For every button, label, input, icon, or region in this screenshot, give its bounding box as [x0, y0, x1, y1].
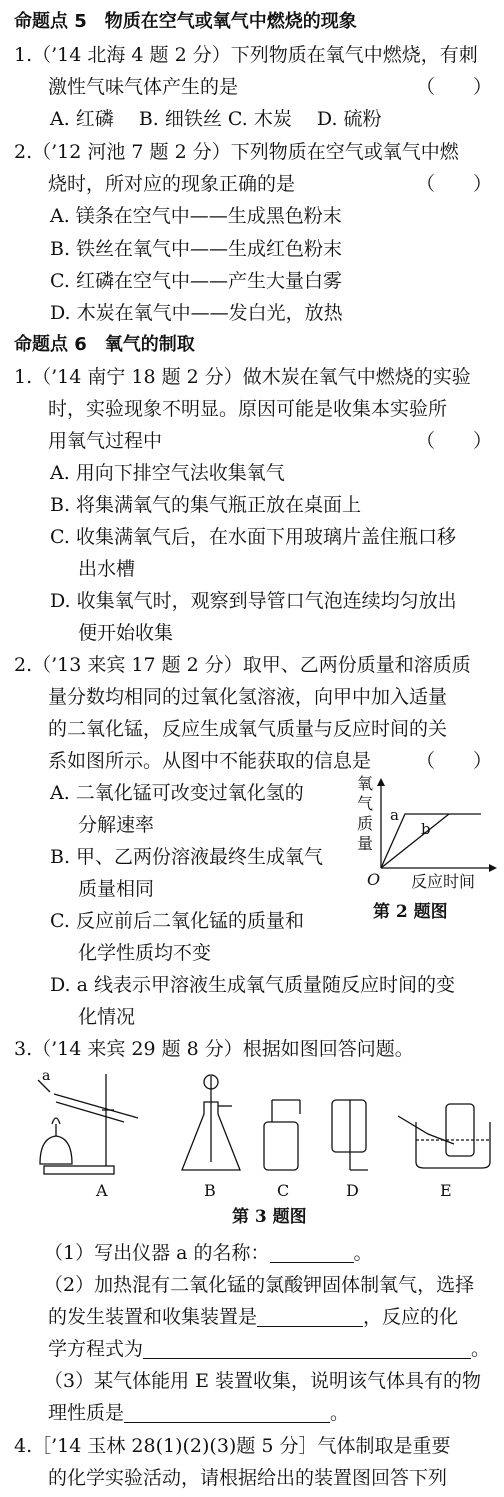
s6-q4-line2: 的化学实验活动，请根据给出的装置图回答下列: [48, 1467, 448, 1489]
answer-blank[interactable]: [257, 1306, 363, 1327]
apparatus-e: [398, 1104, 490, 1168]
s6-q2-option-a-line1: A. 二氧化锰可改变过氧化氢的: [50, 782, 304, 804]
apparatus-label-a: A: [96, 1181, 108, 1200]
apparatus-caption: 第 3 题图: [232, 1207, 307, 1227]
s6-q1-option-c-line1: C. 收集满氧气后，在水面下用玻璃片盖住瓶口移: [50, 526, 456, 548]
graph-y-arrow: [377, 778, 385, 786]
answer-blank[interactable]: [143, 1338, 471, 1359]
graph-x-label: 反应时间: [411, 872, 476, 891]
s6-q1-option-d-line2: 便开始收集: [78, 622, 174, 644]
s6-q2-option-d-line1: D. a 线表示甲溶液生成氧气质量随反应时间的变: [50, 974, 456, 996]
s6-q1-option-a: A. 用向下排空气法收集氧气: [50, 462, 285, 484]
apparatus-a: [38, 1074, 138, 1174]
s6-q2-line1: 2.（’13 来宾 17 题 2 分）取甲、乙两份质量和溶质质: [14, 654, 471, 676]
s5-q2-line1: 2.（’12 河池 7 题 2 分）下列物质在空气或氧气中燃: [14, 141, 459, 163]
s5-q1-options: A. 红磷 B. 细铁丝 C. 木炭 D. 硫粉: [50, 108, 382, 130]
s6-q3-part3-line2-text: 理性质是: [48, 1402, 125, 1424]
s6-q2-option-a-line2: 分解速率: [78, 814, 155, 836]
s6-q3-part2-line2-end: ，反应的化: [363, 1306, 459, 1328]
s6-q1-answer-paren: （ ）: [415, 430, 492, 452]
apparatus-b: [182, 1075, 240, 1170]
s6-q2-answer-paren: （ ）: [415, 750, 492, 772]
s6-q3-part2-line2-text: 的发生装置和收集装置是: [48, 1306, 258, 1328]
s5-q1-line2: 激性气味气体产生的是: [48, 76, 239, 98]
s6-q3-part3-line1: （3）某气体能用 E 装置收集，说明该气体具有的物: [44, 1370, 482, 1392]
s6-q1-option-d-line1: D. 收集氧气时，观察到导管口气泡连续均匀放出: [50, 590, 457, 612]
section-title-5: 命题点 5 物质在空气或氧气中燃烧的现象: [14, 11, 357, 32]
q2-graph: [345, 772, 500, 942]
apparatus-label-d: D: [346, 1181, 359, 1200]
answer-blank[interactable]: [270, 1242, 354, 1263]
s6-q3-part2-line3: [48, 1334, 494, 1366]
s5-q2-answer-paren: （ ）: [415, 173, 492, 195]
s5-q2-option-a: A. 镁条在空气中——生成黑色粉末: [50, 205, 342, 227]
graph-y-char: 氧: [357, 774, 374, 793]
graph-y-char: 量: [357, 834, 374, 853]
s5-q2-option-d: D. 木炭在氧气中——发白光，放热: [50, 302, 343, 324]
apparatus-figure: [14, 1066, 494, 1186]
apparatus-a-mark: a: [42, 1068, 51, 1084]
s6-q3-part2-line3-end: 。: [471, 1338, 491, 1360]
apparatus-c: [264, 1100, 300, 1170]
s6-q3-part2-line2: [48, 1302, 494, 1334]
s6-q1-option-b: B. 将集满氧气的集气瓶正放在桌面上: [50, 494, 362, 516]
answer-blank[interactable]: [124, 1402, 330, 1423]
s6-q2-line3: 的二氧化锰，反应生成氧气质量与反应时间的关: [48, 718, 448, 740]
s6-q1-line2: 时，实验现象不明显。原因可能是收集本实验所: [48, 398, 448, 420]
graph-origin: O: [367, 870, 381, 889]
s6-q3-part1: [44, 1238, 494, 1270]
graph-label-b: b: [421, 820, 431, 838]
s6-q2-option-c-line1: C. 反应前后二氧化锰的质量和: [50, 910, 304, 932]
s6-q1-line3: 用氧气过程中: [48, 430, 163, 452]
apparatus-d: [332, 1100, 368, 1170]
s5-q1-line1: 1.（’14 北海 4 题 2 分）下列物质在氧气中燃烧，有刺: [14, 44, 478, 66]
graph-y-char: 质: [357, 814, 374, 833]
s6-q3-part3-line2: [48, 1398, 494, 1430]
section-title-6: 命题点 6 氧气的制取: [14, 334, 195, 355]
s6-q1-line1: 1.（’14 南宁 18 题 2 分）做木炭在氧气中燃烧的实验: [14, 366, 471, 388]
graph-caption: 第 2 题图: [373, 902, 448, 922]
s6-q3-part1-end: 。: [353, 1242, 373, 1264]
s6-q2-option-d-line2: 化情况: [78, 1006, 136, 1028]
apparatus-label-b: B: [204, 1181, 216, 1200]
apparatus-label-e: E: [440, 1181, 452, 1200]
s5-q2-option-b: B. 铁丝在氧气中——生成红色粉末: [50, 238, 343, 260]
s6-q2-option-b-line1: B. 甲、乙两份溶液最终生成氧气: [50, 846, 324, 868]
s6-q3-part1-text: （1）写出仪器 a 的名称：: [44, 1242, 270, 1264]
s6-q1-option-c-line2: 出水槽: [78, 558, 136, 580]
s6-q4-line1: 4.［’14 玉林 28(1)(2)(3)题 5 分］气体制取是重要: [14, 1435, 451, 1457]
s6-q2-line2: 量分数均相同的过氧化氢溶液，向甲中加入适量: [48, 686, 448, 708]
graph-x-arrow: [489, 864, 497, 872]
s6-q3-part2-line3-text: 学方程式为: [48, 1338, 144, 1360]
s6-q2-option-c-line2: 化学性质均不变: [78, 942, 212, 964]
apparatus-label-c: C: [277, 1181, 290, 1200]
s6-q2-option-b-line2: 质量相同: [78, 878, 155, 900]
s6-q3-part3-line2-end: 。: [330, 1402, 350, 1424]
s6-q3-part2-line1: （2）加热混有二氧化锰的氯酸钾固体制氧气，选择: [44, 1274, 475, 1296]
s6-q2-line4: 系如图所示。从图中不能获取的信息是: [48, 750, 372, 772]
graph-y-char: 气: [357, 794, 374, 813]
graph-label-a: a: [390, 806, 399, 824]
s6-q3-line1: 3.（’14 来宾 29 题 8 分）根据如图回答问题。: [14, 1038, 414, 1060]
s5-q2-option-c: C. 红磷在空气中——产生大量白雾: [50, 270, 342, 292]
s5-q1-answer-paren: （ ）: [415, 76, 492, 98]
s5-q2-line2: 烧时，所对应的现象正确的是: [48, 173, 296, 195]
